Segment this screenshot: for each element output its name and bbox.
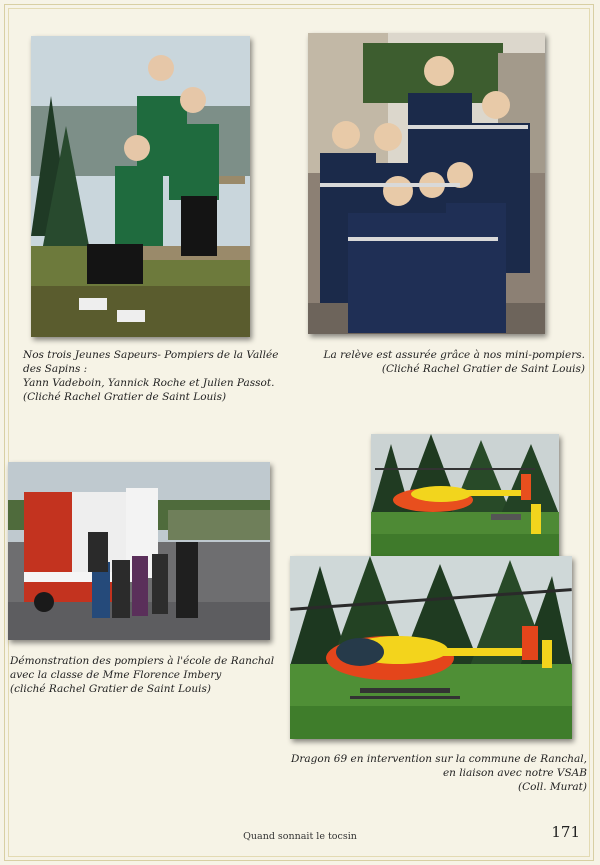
photo-school-demonstration: [8, 462, 270, 640]
caption-mini-firefighters: [300, 348, 585, 376]
photo-mini-firefighters: [308, 33, 545, 334]
caption-line: en liaison avec notre VSAB: [442, 767, 587, 779]
caption-young-firefighters: [23, 348, 288, 404]
caption-line: (Cliché Rachel Gratier de Saint Louis): [381, 363, 585, 375]
caption-line: Démonstration des pompiers à l'école de Ranchal: [10, 655, 275, 667]
caption-line: des Sapins :: [23, 363, 88, 375]
caption-line: Yann Vadeboin, Yannick Roche et Julien Passot.: [23, 377, 275, 389]
caption-helicopter: [285, 752, 587, 794]
caption-line: La relève est assurée grâce à nos mini-pompiers.: [323, 349, 585, 361]
caption-school-demonstration: [10, 654, 285, 696]
photo-young-firefighters: [31, 36, 250, 337]
running-footer-title: Quand sonnait le tocsin: [243, 831, 357, 842]
caption-line: (cliché Rachel Gratier de Saint Louis): [10, 683, 211, 695]
page-number: 171: [551, 823, 580, 841]
caption-line: (Coll. Murat): [518, 781, 587, 793]
caption-line: avec la classe de Mme Florence Imbery: [10, 669, 222, 681]
photo-helicopter-landing: [371, 434, 559, 558]
caption-line: Nos trois Jeunes Sapeurs- Pompiers de la Vallée: [23, 349, 279, 361]
caption-line: (Cliché Rachel Gratier de Saint Louis): [23, 391, 227, 403]
caption-line: Dragon 69 en intervention sur la commune de Ranchal,: [290, 753, 587, 765]
photo-helicopter-dragon69: [290, 556, 572, 739]
